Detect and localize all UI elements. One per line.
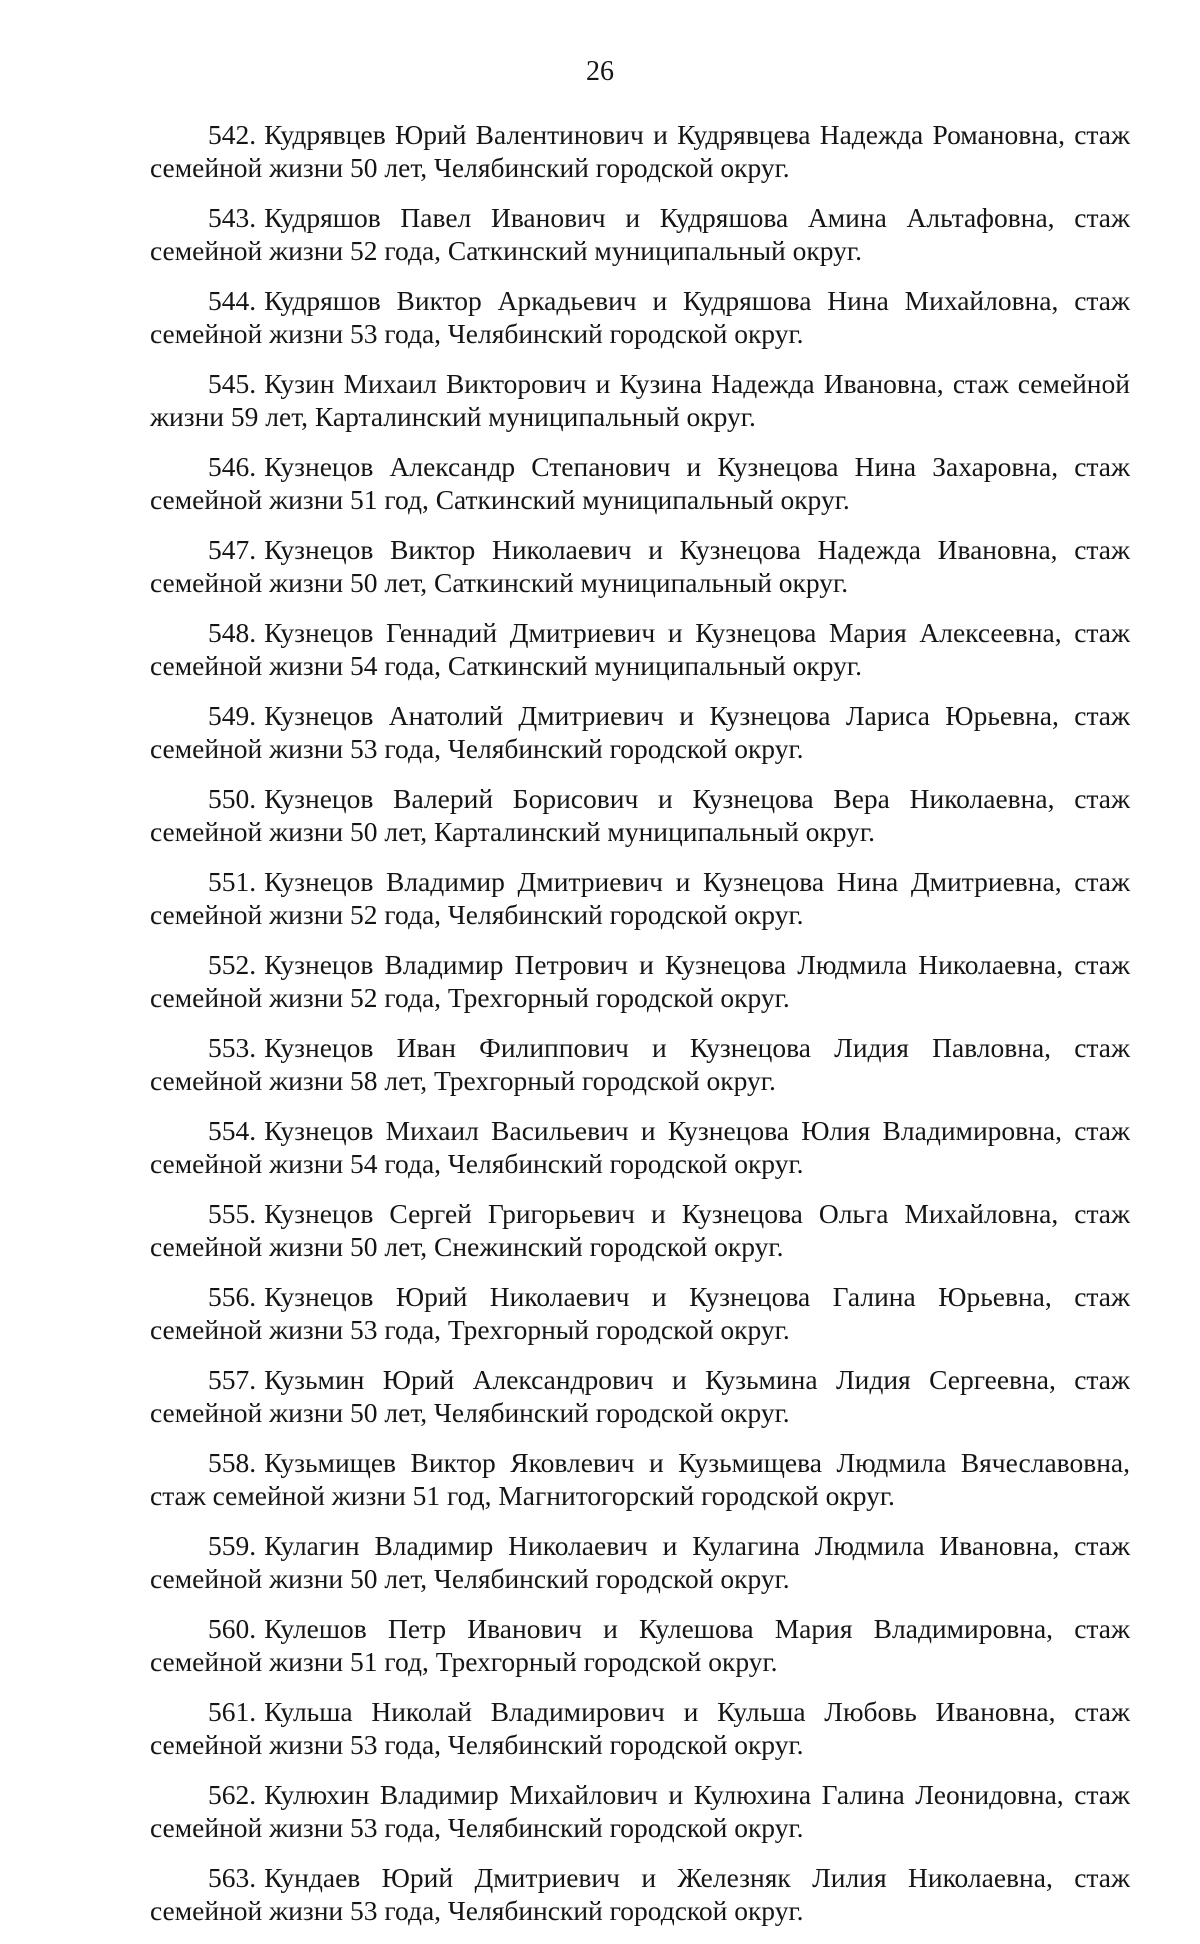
entry-text: Кузнецов Иван Филиппович и Кузнецова Лидия Павловна, стаж семейной жизни 58 лет, Трехгорный городской округ. (150, 1032, 1130, 1096)
list-item (150, 1695, 1130, 1761)
entry-text: Кульша Николай Владимирович и Кульша Любовь Ивановна, стаж семейной жизни 53 года, Челябинский городской округ. (150, 1696, 1130, 1760)
entry-text: Кузнецов Юрий Николаевич и Кузнецова Галина Юрьевна, стаж семейной жизни 53 года, Трехгорный городской округ. (150, 1281, 1130, 1345)
entry-text: Кузнецов Александр Степанович и Кузнецова Нина Захаровна, стаж семейной жизни 51 год, Саткинский муниципальный округ. (150, 451, 1130, 515)
entry-text: Кулешов Петр Иванович и Кулешова Мария Владимировна, стаж семейной жизни 51 год, Трехгорный городской округ. (150, 1613, 1130, 1677)
entry-number: 561. (208, 1696, 257, 1727)
list-item (150, 1861, 1130, 1927)
list-item (150, 201, 1130, 267)
entry-text: Кузин Михаил Викторович и Кузина Надежда Ивановна, стаж семейной жизни 59 лет, Карталинский муниципальный округ. (150, 368, 1130, 432)
list-item (150, 1529, 1130, 1595)
list-item (150, 1280, 1130, 1346)
entry-number: 558. (208, 1447, 257, 1478)
entry-text: Кузнецов Владимир Дмитриевич и Кузнецова Нина Дмитриевна, стаж семейной жизни 52 года, Челябинский городской округ. (150, 866, 1130, 930)
entry-number: 551. (208, 866, 257, 897)
entry-number: 545. (208, 368, 257, 399)
list-item (150, 948, 1130, 1014)
entry-number: 553. (208, 1032, 257, 1063)
entry-number: 542. (208, 119, 257, 150)
list-item (150, 450, 1130, 516)
list-item (150, 533, 1130, 599)
entry-text: Кузнецов Анатолий Дмитриевич и Кузнецова Лариса Юрьевна, стаж семейной жизни 53 года, Челябинский городской округ. (150, 700, 1130, 764)
list-item (150, 1612, 1130, 1678)
list-item (150, 616, 1130, 682)
entry-number: 548. (208, 617, 257, 648)
entry-number: 544. (208, 285, 257, 316)
entry-number: 562. (208, 1779, 257, 1810)
entry-number: 556. (208, 1281, 257, 1312)
list-item (150, 1446, 1130, 1512)
list-item (150, 284, 1130, 350)
entry-number: 559. (208, 1530, 257, 1561)
entry-text: Кузнецов Владимир Петрович и Кузнецова Людмила Николаевна, стаж семейной жизни 52 года, Трехгорный городской округ. (150, 949, 1130, 1013)
entry-number: 560. (208, 1613, 257, 1644)
entry-number: 557. (208, 1364, 257, 1395)
list-item (150, 1031, 1130, 1097)
entry-text: Кузнецов Валерий Борисович и Кузнецова Вера Николаевна, стаж семейной жизни 50 лет, Карталинский муниципальный округ. (150, 783, 1130, 847)
entry-text: Кудряшов Павел Иванович и Кудряшова Амина Альтафовна, стаж семейной жизни 52 года, Саткинский муниципальный округ. (150, 202, 1130, 266)
list-item (150, 1778, 1130, 1844)
list-item (150, 1197, 1130, 1263)
entry-text: Кузнецов Виктор Николаевич и Кузнецова Надежда Ивановна, стаж семейной жизни 50 лет, Саткинский муниципальный округ. (150, 534, 1130, 598)
entry-text: Кудряшов Виктор Аркадьевич и Кудряшова Нина Михайловна, стаж семейной жизни 53 года, Челябинский городской округ. (150, 285, 1130, 349)
entry-number: 546. (208, 451, 257, 482)
entry-text: Кузнецов Сергей Григорьевич и Кузнецова Ольга Михайловна, стаж семейной жизни 50 лет, Снежинский городской округ. (150, 1198, 1130, 1262)
list-item (150, 1114, 1130, 1180)
entry-text: Кузнецов Геннадий Дмитриевич и Кузнецова Мария Алексеевна, стаж семейной жизни 54 года, Саткинский муниципальный округ. (150, 617, 1130, 681)
list-item (150, 367, 1130, 433)
entry-text: Кулюхин Владимир Михайлович и Кулюхина Галина Леонидовна, стаж семейной жизни 53 года, Челябинский городской округ. (150, 1779, 1130, 1843)
list-item (150, 1363, 1130, 1429)
list-item (150, 118, 1130, 184)
entry-number: 549. (208, 700, 257, 731)
entry-number: 563. (208, 1862, 257, 1893)
list-item (150, 699, 1130, 765)
entry-text: Кундаев Юрий Дмитриевич и Железняк Лилия Николаевна, стаж семейной жизни 53 года, Челябинский городской округ. (150, 1862, 1130, 1926)
entry-number: 543. (208, 202, 257, 233)
entry-text: Кузьмин Юрий Александрович и Кузьмина Лидия Сергеевна, стаж семейной жизни 50 лет, Челябинский городской округ. (150, 1364, 1130, 1428)
entry-text: Кулагин Владимир Николаевич и Кулагина Людмила Ивановна, стаж семейной жизни 50 лет, Челябинский городской округ. (150, 1530, 1130, 1594)
entry-list (150, 118, 1130, 1944)
list-item (150, 782, 1130, 848)
entry-number: 552. (208, 949, 257, 980)
entry-number: 554. (208, 1115, 257, 1146)
page-number: 26 (586, 56, 614, 87)
entry-number: 555. (208, 1198, 257, 1229)
entry-text: Кудрявцев Юрий Валентинович и Кудрявцева Надежда Романовна, стаж семейной жизни 50 лет, Челябинский городской округ. (150, 119, 1130, 183)
entry-number: 550. (208, 783, 257, 814)
entry-text: Кузьмищев Виктор Яковлевич и Кузьмищева Людмила Вячеславовна, стаж семейной жизни 51 год, Магнитогорский городской округ. (150, 1447, 1130, 1511)
entry-text: Кузнецов Михаил Васильевич и Кузнецова Юлия Владимировна, стаж семейной жизни 54 года, Челябинский городской округ. (150, 1115, 1130, 1179)
list-item (150, 865, 1130, 931)
entry-number: 547. (208, 534, 257, 565)
